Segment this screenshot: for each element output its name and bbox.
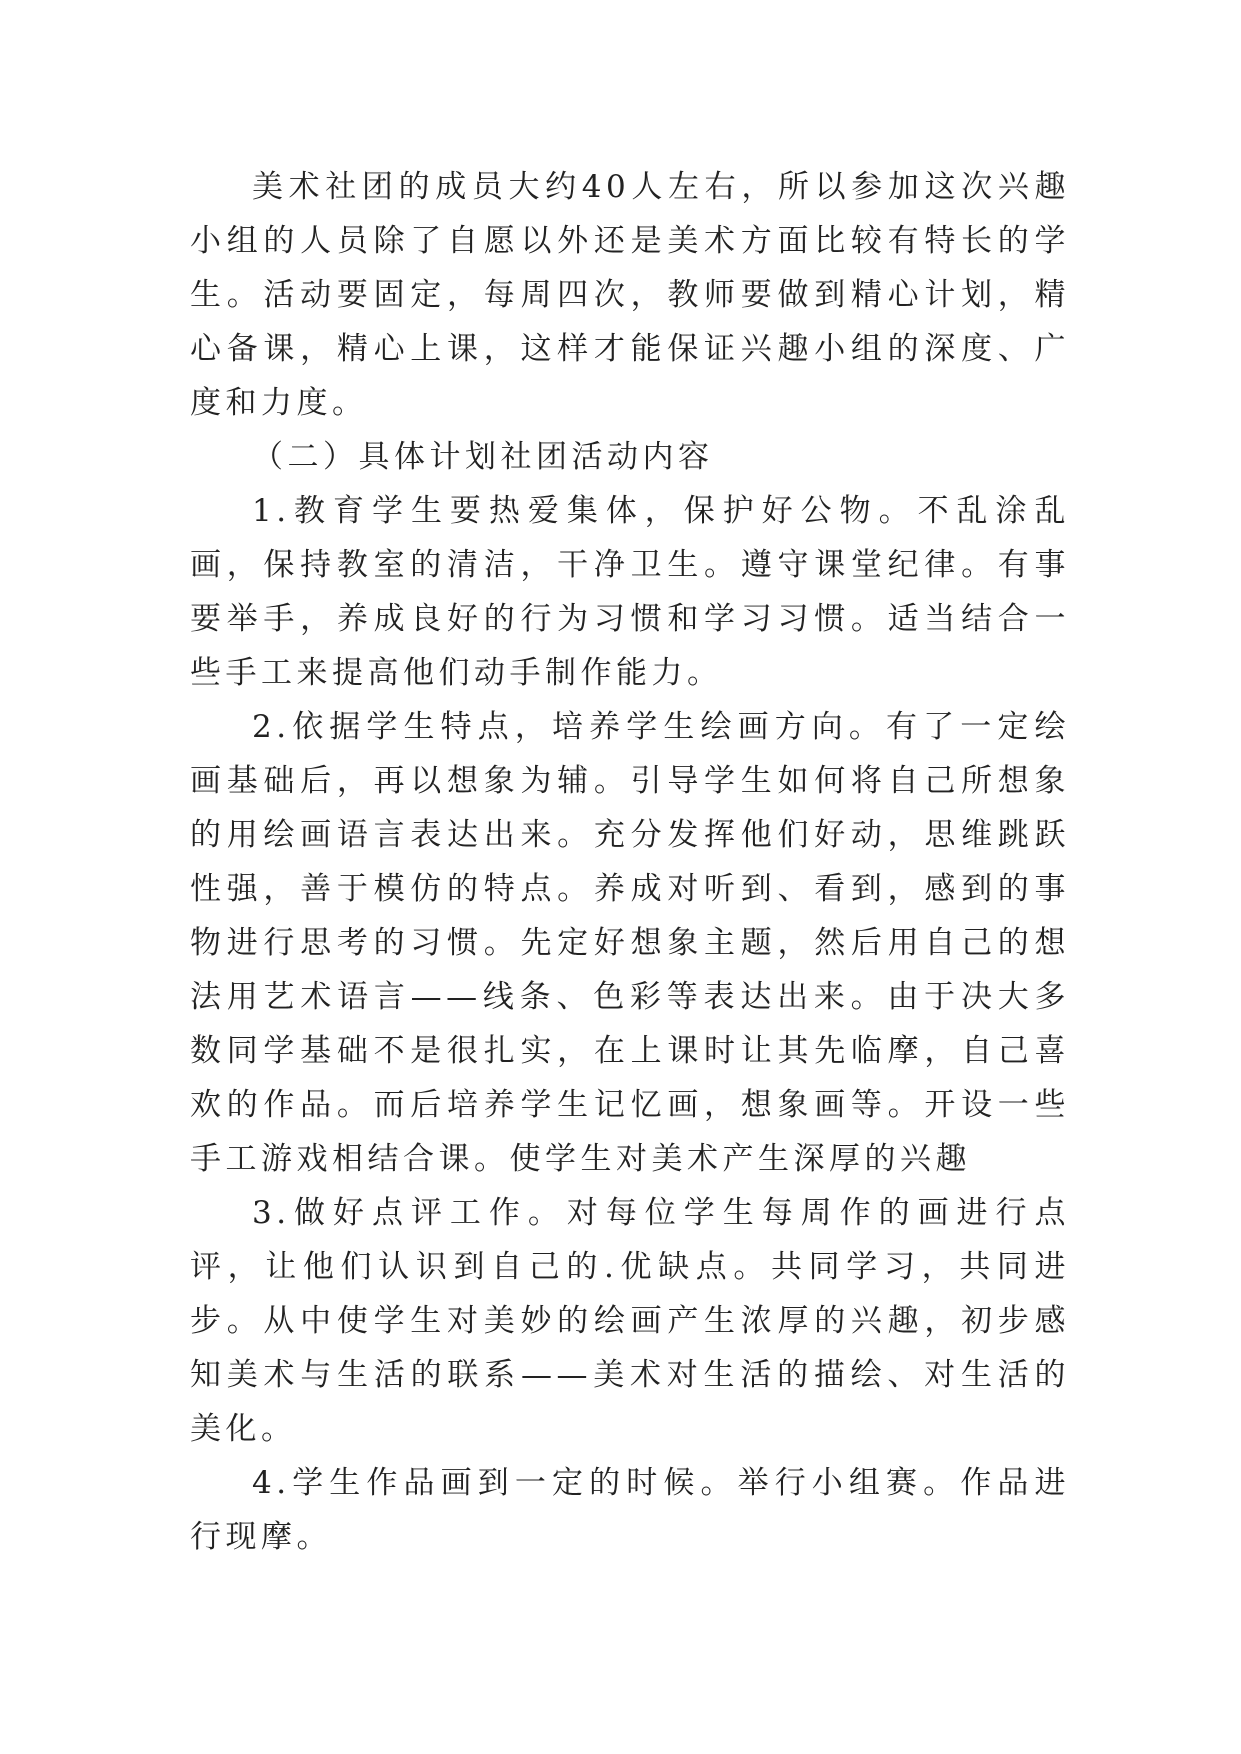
paragraph-item-1: 1.教育学生要热爱集体，保护好公物。不乱涂乱画，保持教室的清洁，干净卫生。遵守课堂纪律。有事要举手，养成良好的行为习惯和学习习惯。适当结合一些手工来提高他们动手制作能力。: [190, 493, 1070, 691]
paragraph-club-members: 美术社团的成员大约40人左右，所以参加这次兴趣小组的人员除了自愿以外还是美术方面比较有特长的学生。活动要固定，每周四次，教师要做到精心计划，精心备课，精心上课，这样才能保证兴趣小组的深度、广度和力度。: [190, 169, 1070, 421]
document-body: [190, 160, 1070, 1564]
section-heading-activity-content: （二）具体计划社团活动内容: [252, 439, 714, 475]
paragraph-item-4: 4.学生作品画到一定的时候。举行小组赛。作品进行现摩。: [190, 1465, 1070, 1555]
paragraph-item-2: 2.依据学生特点，培养学生绘画方向。有了一定绘画基础后，再以想象为辅。引导学生如何将自己所想象的用绘画语言表达出来。充分发挥他们好动，思维跳跃性强，善于模仿的特点。养成对听到、看到，感到的事物进行思考的习惯。先定好想象主题，然后用自己的想法用艺术语言——线条、色彩等表达出来。由于决大多数同学基础不是很扎实，在上课时让其先临摩，自己喜欢的作品。而后培养学生记忆画，想象画等。开设一些手工游戏相结合课。使学生对美术产生深厚的兴趣: [190, 709, 1070, 1177]
paragraph-item-3: 3.做好点评工作。对每位学生每周作的画进行点评，让他们认识到自己的.优缺点。共同学习，共同进步。从中使学生对美妙的绘画产生浓厚的兴趣，初步感知美术与生活的联系——美术对生活的描绘、对生活的美化。: [190, 1195, 1070, 1447]
